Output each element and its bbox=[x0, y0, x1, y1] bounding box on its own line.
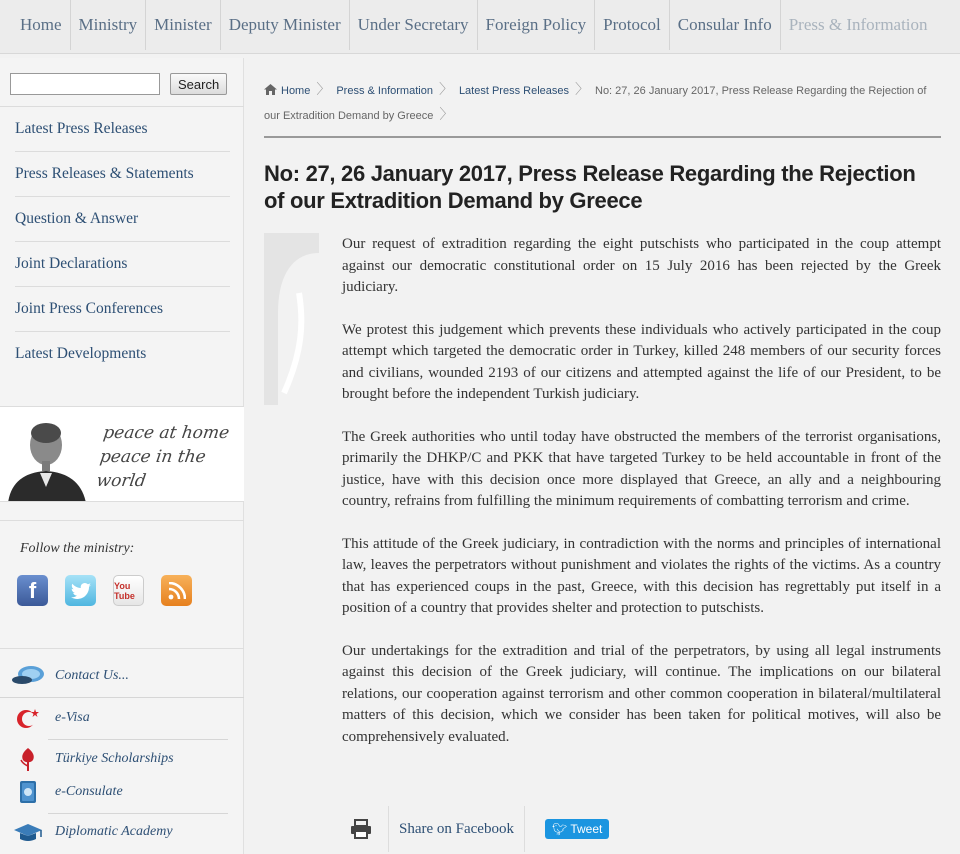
e-consulate-link[interactable] bbox=[10, 779, 123, 805]
breadcrumb-press-information[interactable]: Press & Information bbox=[336, 85, 433, 97]
contact-us-label: Contact Us... bbox=[55, 668, 129, 683]
main-content bbox=[264, 78, 941, 837]
search-bar bbox=[10, 73, 227, 95]
divider bbox=[0, 697, 244, 698]
breadcrumb-separator: 〉 bbox=[439, 106, 454, 122]
breadcrumb-current: No: 27, 26 January 2017, Press Release Regarding the Rejection of our Extradition Demand by Greece bbox=[264, 85, 927, 122]
breadcrumb-latest-press-releases[interactable]: Latest Press Releases bbox=[458, 85, 569, 97]
breadcrumb-separator: 〉 bbox=[575, 81, 589, 97]
sidebar-item-joint-declarations[interactable]: Joint Declarations bbox=[15, 242, 230, 287]
paragraph: Our request of extradition regarding the eight putschists who participated in the coup attempt against our democratic constitutional order on 15 July 2016 has been rejected by the Greek judiciary. bbox=[342, 236, 941, 295]
nav-consular-info[interactable]: Consular Info bbox=[670, 0, 781, 50]
print-icon[interactable] bbox=[350, 819, 372, 839]
nav-foreign-policy[interactable]: Foreign Policy bbox=[478, 0, 596, 50]
side-menu bbox=[0, 106, 244, 377]
tulip-icon bbox=[10, 746, 46, 772]
nav-under-secretary[interactable]: Under Secretary bbox=[350, 0, 478, 50]
twitter-bird-icon bbox=[71, 583, 91, 599]
rss-icon[interactable] bbox=[161, 575, 192, 606]
e-consulate-label: e-Consulate bbox=[55, 784, 123, 799]
rss-feed-icon bbox=[168, 582, 186, 600]
sidebar bbox=[0, 58, 244, 854]
share-facebook-link[interactable]: Share on Facebook bbox=[399, 820, 514, 837]
sidebar-item-latest-developments[interactable]: Latest Developments bbox=[15, 345, 147, 362]
nav-protocol[interactable]: Protocol bbox=[595, 0, 670, 50]
passport-icon bbox=[10, 779, 46, 805]
breadcrumb-home[interactable]: Home bbox=[281, 85, 311, 97]
social-links bbox=[17, 575, 192, 606]
sidebar-item-latest-press-releases[interactable]: Latest Press Releases bbox=[15, 107, 230, 152]
nav-minister[interactable]: Minister bbox=[146, 0, 221, 50]
youtube-icon[interactable]: You Tube bbox=[113, 575, 144, 606]
divider bbox=[48, 739, 228, 740]
nav-ministry[interactable]: Ministry bbox=[71, 0, 147, 50]
nav-deputy-minister[interactable]: Deputy Minister bbox=[221, 0, 350, 50]
nav-home[interactable]: Home bbox=[12, 0, 71, 50]
breadcrumb-separator: 〉 bbox=[316, 81, 331, 97]
twitter-icon[interactable] bbox=[65, 575, 96, 606]
divider bbox=[388, 806, 389, 852]
motto-line-1: peace at home bbox=[101, 423, 231, 443]
speech-bubble-icon bbox=[10, 663, 46, 689]
portrait-image bbox=[2, 411, 90, 502]
turkiye-scholarships-label: Türkiye Scholarships bbox=[55, 751, 174, 766]
top-navigation bbox=[0, 0, 960, 54]
crescent-star-icon bbox=[10, 705, 46, 731]
home-icon bbox=[264, 84, 277, 95]
sidebar-item-joint-press-conferences[interactable]: Joint Press Conferences bbox=[15, 287, 230, 332]
graduation-cap-icon bbox=[10, 819, 46, 845]
breadcrumb-separator: 〉 bbox=[438, 81, 453, 97]
search-button[interactable]: Search bbox=[170, 73, 227, 95]
diplomatic-academy-label: Diplomatic Academy bbox=[55, 824, 173, 839]
sidebar-item-question-answer[interactable]: Question & Answer bbox=[15, 197, 230, 242]
divider bbox=[48, 813, 228, 814]
paragraph: The Greek authorities who until today have obstructed the members of the terrorist organisations, primarily the DHKP/C and PKK that have targeted Turkey to be held accountable in front of the justice, have with this decision once more displayed that Greece, an ally and a neighbouring country, refrains from fulfilling the minimum requirements of combatting terrorism and crime. bbox=[342, 428, 941, 509]
paragraph: Our undertakings for the extradition and trial of the perpetrators, by using all legal instruments against this decision of the Greek judiciary, will continue. The implications on our bilateral relations, our cooperation against terrorism and other common cooperation in bilateral/multilateral matters of this decision, which we consider has been taken for political motives, will also be comprehensively evaluated. bbox=[342, 642, 941, 745]
e-visa-label: e-Visa bbox=[55, 710, 90, 725]
quick-links bbox=[0, 648, 244, 854]
page-title: No: 27, 26 January 2017, Press Release Regarding the Rejection of our Extradition Demand by Greece bbox=[264, 161, 916, 213]
divider bbox=[524, 806, 525, 852]
nav-press-information[interactable]: Press & Information bbox=[788, 15, 928, 34]
follow-label: Follow the ministry: bbox=[20, 541, 135, 556]
tweet-button[interactable] bbox=[545, 819, 609, 839]
sidebar-item-press-releases-statements[interactable]: Press Releases & Statements bbox=[15, 152, 230, 197]
article-body bbox=[342, 234, 941, 769]
paragraph: We protest this judgement which prevents these individuals who actively participated in the coup attempt which targeted the democratic order in Turkey, killed 248 members of our security forces and civilians, wounded 2193 of our citizens and attempted against the life of our President, to be brought before the independent Turkish judiciary. bbox=[342, 321, 941, 402]
diplomatic-academy-link[interactable] bbox=[10, 819, 173, 845]
share-bar bbox=[350, 811, 609, 847]
facebook-icon[interactable]: f bbox=[17, 575, 48, 606]
banner-motto bbox=[95, 421, 244, 493]
breadcrumb bbox=[264, 78, 941, 138]
peace-banner[interactable] bbox=[0, 406, 244, 502]
search-input[interactable] bbox=[10, 73, 160, 95]
turkiye-scholarships-link[interactable] bbox=[10, 746, 174, 772]
twitter-icon: 🐦︎ bbox=[551, 822, 571, 836]
e-visa-link[interactable] bbox=[10, 705, 90, 731]
contact-us-link[interactable] bbox=[10, 663, 129, 689]
motto-line-2: peace in the world bbox=[95, 447, 208, 491]
paragraph: This attitude of the Greek judiciary, in contradiction with the norms and principles of international law, leaves the perpetrators without punishment and violates the rights of the victims. As a country that has experienced coups in the past, Greece, with this decision has regrettably put itself in a position of a country that provides shelter and protection to putschists. bbox=[342, 535, 941, 616]
follow-section bbox=[0, 520, 244, 646]
quote-mark-icon bbox=[264, 233, 319, 405]
tweet-label: Tweet bbox=[570, 822, 603, 836]
